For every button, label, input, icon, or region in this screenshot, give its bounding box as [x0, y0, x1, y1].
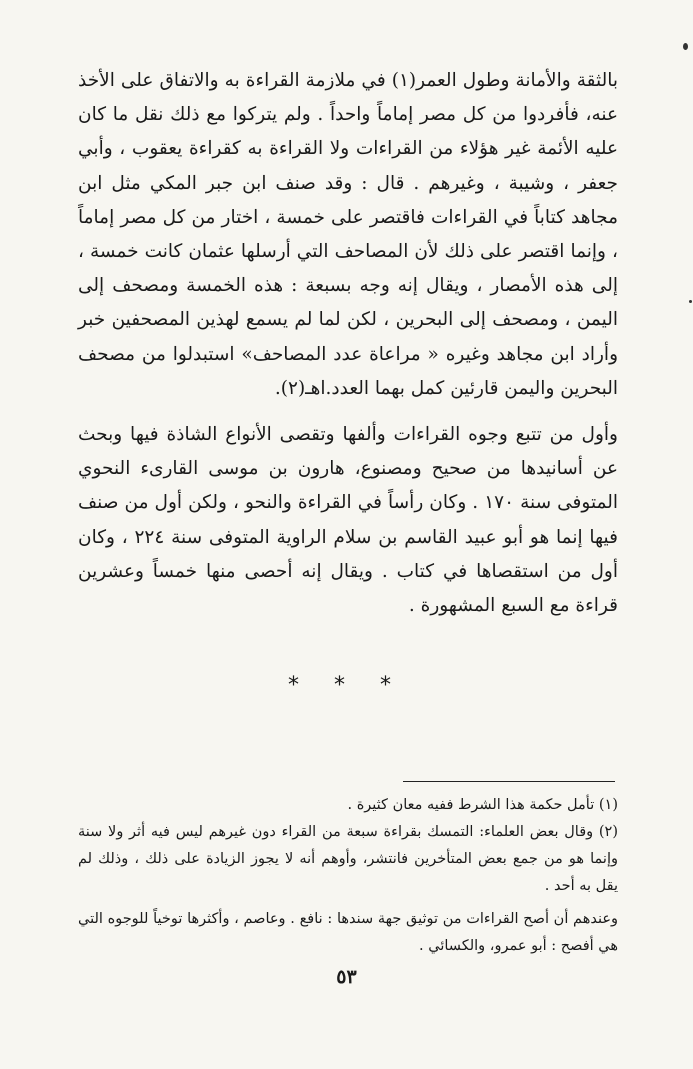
page-number: ٥٣ [336, 966, 357, 988]
section-ornament: * * * [288, 673, 405, 698]
footnotes [78, 792, 618, 960]
scan-speck [689, 300, 692, 303]
main-text [78, 64, 618, 623]
footnote-rule [403, 781, 615, 782]
scan-speck [683, 43, 688, 50]
footnote: (١) تأمل حكمة هذا الشرط ففيه معان كثيرة . [347, 797, 618, 813]
paragraph: وأول من تتبع وجوه القراءات وألفها وتقصى الأنواع الشاذة فيها وبحث عن أسانيدها من صحيح ومصنوع، هارون بن موسى القارىء النحوي المتوفى سنة ١٧٠ . وكان رأساً في القراءة والنحو ، ولكن أول من صنف فيها إنما هو أبو عبيد القاسم بن سلام الراوية المتوفى سنة ٢٢٤ ، وكان أول من استقصاها في كتاب . ويقال إنه أحصى منها خمساً وعشرين قراءة مع السبع المشهورة . [78, 424, 619, 617]
paragraph: بالثقة والأمانة وطول العمر(١) في ملازمة القراءة به والاتفاق على الأخذ عنه، فأفردوا من كل مصر إماماً واحداً . ولم يتركوا مع ذلك نقل ما كان عليه الأئمة غير هؤلاء من القراءات ولا القراءة به كقراءة يعقوب ، وأبي جعفر ، وشيبة ، وغيرهم . قال : وقد صنف ابن جبر المكي مثل ابن مجاهد كتاباً في القراءات فاقتصر على خمسة ، اختار من كل مصر إماماً ، وإنما اقتصر على ذلك لأن المصاحف التي أرسلها عثمان كانت خمسة ، إلى هذه الأمصار ، ويقال إنه وجه بسبعة : هذه الخمسة ومصحف إلى اليمن ، ومصحف إلى البحرين ، لكن لما لم يسمع لهذين المصحفين خبر وأراد ابن مجاهد وغيره « مراعاة عدد المصاحف» استبدلوا من مصحف البحرين واليمن قارئين كمل بهما العدد.اهـ(٢). [78, 70, 619, 399]
footnote: (٢) وقال بعض العلماء: التمسك بقراءة سبعة من القراء دون غيرهم ليس فيه أثر ولا سنة وإنما هو من جمع بعض المتأخرين فانتشر، وأوهم أنه لا يجوز الزيادة على ذلك ، وذلك لم يقل به أحد . [78, 824, 618, 894]
footnote: وعندهم أن أصح القراءات من توثيق جهة سندها : نافع . وعاصم ، وأكثرها توخياً للوجوه التي هي أفصح : أبو عمرو، والكسائي . [78, 911, 618, 954]
